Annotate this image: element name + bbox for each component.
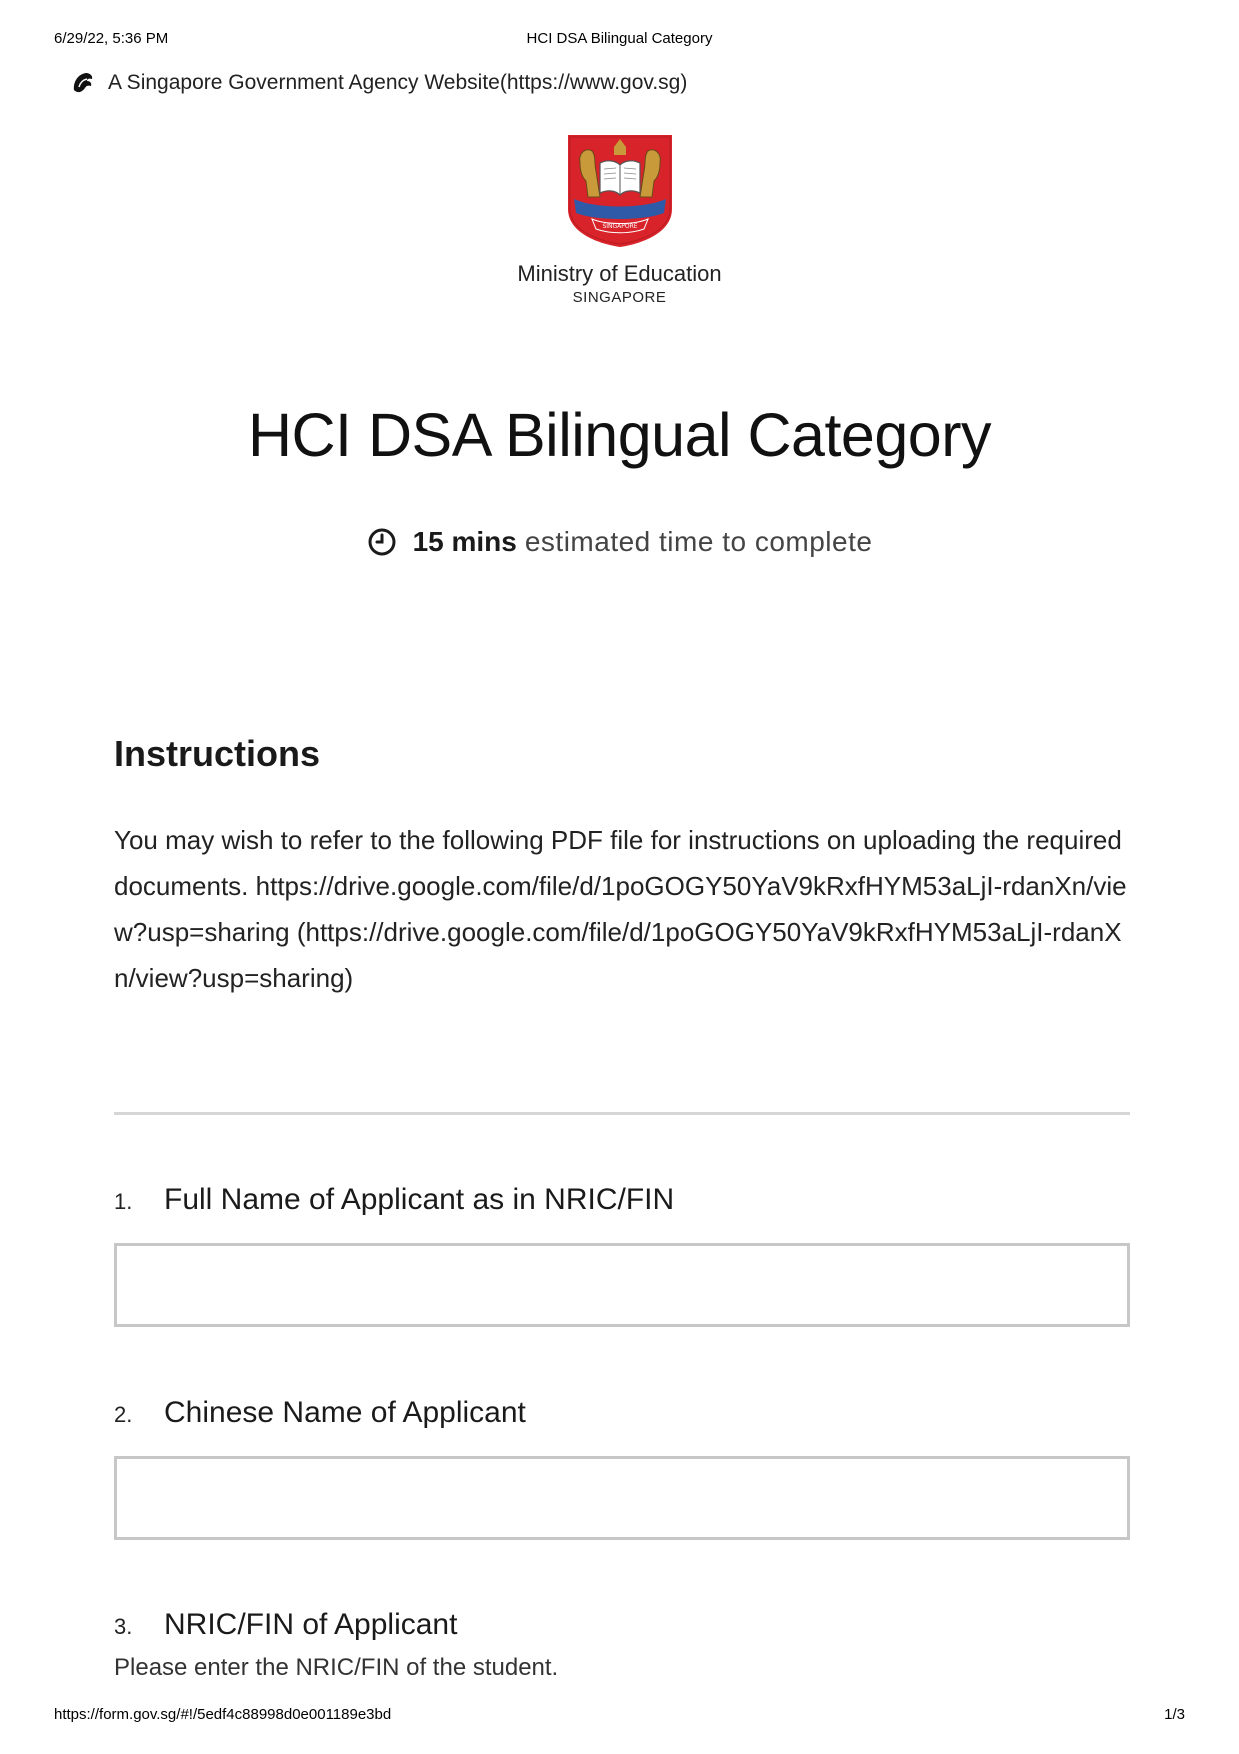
question-text: Full Name of Applicant as in NRIC/FIN bbox=[164, 1183, 675, 1216]
instructions-heading: Instructions bbox=[114, 733, 321, 774]
time-caption: estimated time to complete bbox=[524, 526, 873, 557]
question-text: Chinese Name of Applicant bbox=[164, 1396, 526, 1429]
estimated-time bbox=[0, 526, 1239, 558]
print-url: https://form.gov.sg/#!/5edf4c88998d0e001189e3bd bbox=[54, 1706, 392, 1723]
print-header bbox=[0, 30, 1239, 50]
print-footer bbox=[0, 1706, 1239, 1726]
gov-banner-text: A Singapore Government Agency Website(https://www.gov.sg) bbox=[108, 71, 688, 94]
question-number: 1. bbox=[114, 1189, 133, 1214]
gov-banner[interactable] bbox=[70, 70, 687, 96]
agency-name: Ministry of Education bbox=[517, 261, 722, 286]
question-description: Please enter the NRIC/FIN of the student. bbox=[114, 1654, 559, 1681]
full-name-input[interactable] bbox=[114, 1243, 1130, 1327]
time-value: 15 mins bbox=[412, 526, 517, 557]
instructions-body[interactable]: You may wish to refer to the following PDF file for instructions on uploading the required documents. https://drive.google.com/file/d/1poGOGY50YaV9kRxfHYM53aLjI-rdanXn/view?usp=sharing (https://drive.google.com/file/d/1poGOGY50YaV9kRxfHYM53aLjI-rdanXn/view?usp=sharing) bbox=[114, 825, 1127, 993]
agency-country: SINGAPORE bbox=[572, 289, 667, 306]
moe-logo bbox=[0, 133, 1239, 306]
print-title: HCI DSA Bilingual Category bbox=[526, 30, 713, 47]
question-label bbox=[114, 1396, 1130, 1430]
svg-text:SINGAPORE: SINGAPORE bbox=[601, 223, 638, 230]
question-full-name bbox=[114, 1183, 1130, 1327]
print-date: 6/29/22, 5:36 PM bbox=[54, 30, 169, 47]
question-chinese-name bbox=[114, 1396, 1130, 1540]
clock-icon bbox=[367, 527, 397, 557]
lion-head-icon bbox=[70, 70, 96, 96]
moe-crest-icon bbox=[566, 133, 674, 249]
question-label bbox=[114, 1608, 1130, 1642]
form-title: HCI DSA Bilingual Category bbox=[247, 401, 992, 469]
question-nric-fin bbox=[114, 1608, 1130, 1682]
question-label bbox=[114, 1183, 1130, 1217]
question-number: 2. bbox=[114, 1402, 133, 1427]
print-page-number: 1/3 bbox=[1164, 1706, 1185, 1723]
instructions-section bbox=[114, 733, 1134, 1001]
section-divider bbox=[114, 1112, 1130, 1115]
question-number: 3. bbox=[114, 1614, 133, 1639]
chinese-name-input[interactable] bbox=[114, 1456, 1130, 1540]
question-text: NRIC/FIN of Applicant bbox=[164, 1608, 458, 1641]
